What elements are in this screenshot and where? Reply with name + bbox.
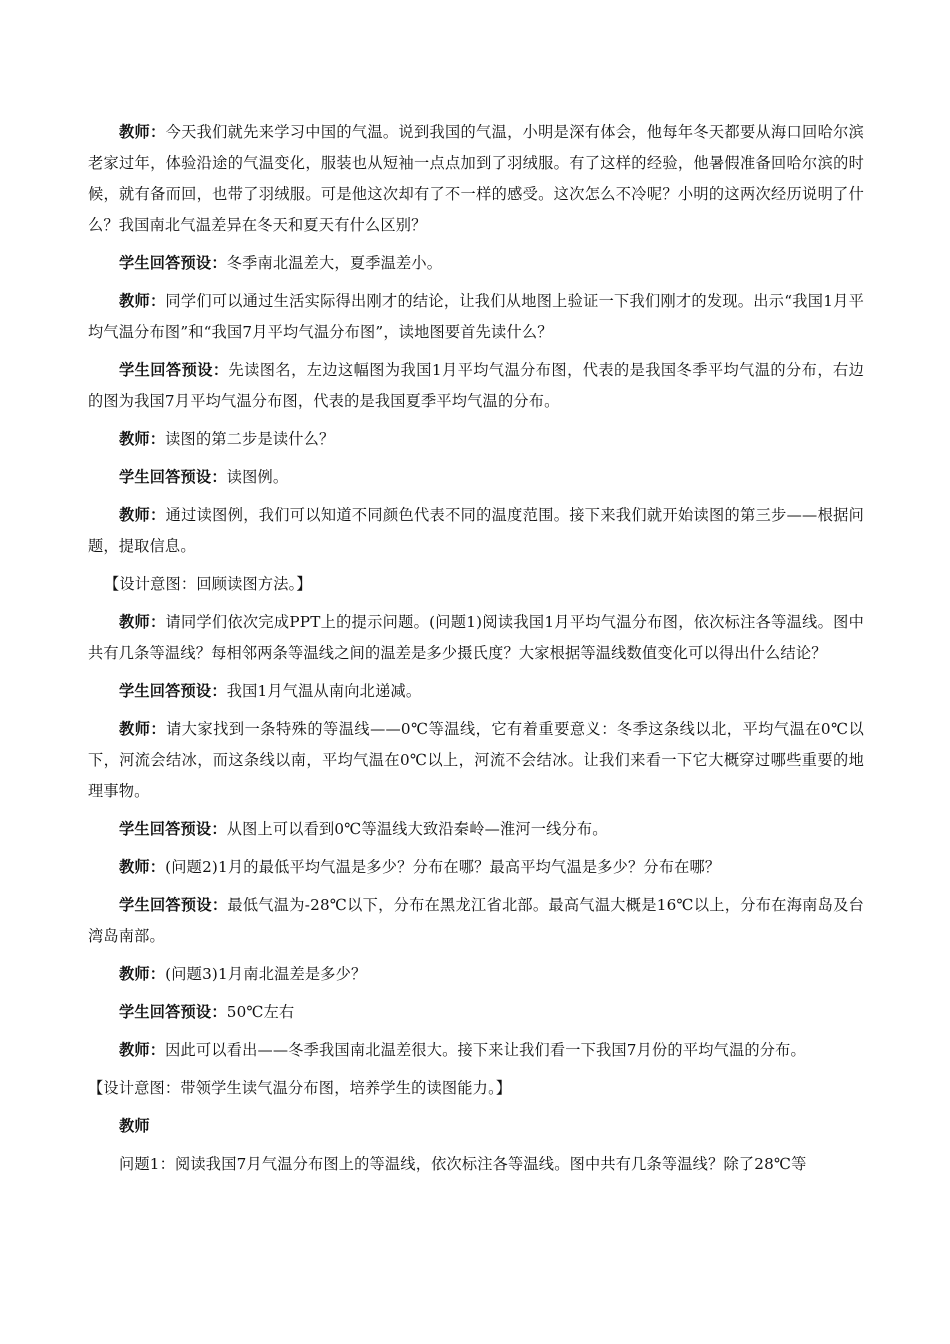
paragraph-text: (问题2)1月的最低平均气温是多少？分布在哪？最高平均气温是多少？分布在哪？	[165, 858, 721, 876]
speaker-label: 学生回答预设：	[119, 361, 229, 379]
speaker-label: 教师：	[119, 720, 167, 738]
paragraph-student-answer	[88, 814, 864, 845]
speaker-label: 学生回答预设：	[119, 254, 227, 272]
speaker-label: 教师	[119, 1117, 150, 1135]
speaker-label: 教师：	[119, 613, 166, 631]
paragraph-text: 先读图名，左边这幅图为我国1月平均气温分布图，代表的是我国冬季平均气温的分布，右边的图为我国7月平均气温分布图，代表的是我国夏季平均气温的分布。	[88, 361, 864, 410]
paragraph-text: 请同学们依次完成PPT上的提示问题。(问题1)阅读我国1月平均气温分布图，依次标注各等温线。图中共有几条等温线？每相邻两条等温线之间的温差是多少摄氏度？大家根据等温线数值变化可以得出什么结论？	[88, 613, 864, 662]
paragraph-text: 50℃左右	[226, 1003, 295, 1021]
paragraph-text: 今天我们就先来学习中国的气温。说到我国的气温，小明是深有体会，他每年冬天都要从海口回哈尔滨老家过年，体验沿途的气温变化，服装也从短袖一点点加到了羽绒服。有了这样的经验，他暑假准备回哈尔滨的时候，就有备而回，也带了羽绒服。可是他这次却有了不一样的感受。这次怎么不冷呢？小明的这两次经历说明了什么？我国南北气温差异在冬天和夏天有什么区别？	[88, 123, 864, 234]
paragraph-text: 从图上可以看到0℃等温线大致沿秦岭—淮河一线分布。	[226, 820, 608, 838]
paragraph-text: 【设计意图：回顾读图方法。】	[104, 575, 312, 593]
paragraph-text: (问题3)1月南北温差是多少？	[165, 965, 367, 983]
paragraph-text: 读图的第二步是读什么？	[165, 430, 335, 448]
paragraph-teacher	[88, 500, 864, 562]
speaker-label: 学生回答预设：	[119, 1003, 227, 1021]
speaker-label: 学生回答预设：	[119, 820, 227, 838]
paragraph-teacher-heading	[88, 1111, 864, 1142]
paragraph-text: 【设计意图：带领学生读气温分布图，培养学生的读图能力。】	[88, 1079, 512, 1097]
speaker-label: 教师：	[119, 430, 166, 448]
paragraph-teacher	[88, 852, 864, 883]
paragraph-text: 读图例。	[226, 468, 289, 486]
paragraph-text: 冬季南北温差大，夏季温差小。	[226, 254, 443, 272]
paragraph-text: 通过读图例，我们可以知道不同颜色代表不同的温度范围。接下来我们就开始读图的第三步——根据问题，提取信息。	[88, 506, 865, 555]
paragraph-teacher	[88, 1035, 864, 1066]
paragraph-teacher	[88, 607, 864, 669]
speaker-label: 教师：	[119, 506, 166, 524]
speaker-label: 教师：	[119, 292, 166, 310]
paragraph-student-answer	[88, 890, 864, 952]
paragraph-teacher-intro	[88, 117, 864, 241]
speaker-label: 教师：	[119, 1041, 166, 1059]
paragraph-teacher	[88, 424, 864, 455]
speaker-label: 教师：	[119, 123, 166, 141]
speaker-label: 学生回答预设：	[119, 468, 227, 486]
paragraph-text: 同学们可以通过生活实际得出刚才的结论，让我们从地图上验证一下我们刚才的发现。出示“我国1月平均气温分布图”和“我国7月平均气温分布图”，读地图要首先读什么？	[88, 292, 864, 341]
paragraph-student-answer	[88, 355, 864, 417]
paragraph-student-answer	[88, 462, 864, 493]
paragraph-student-answer	[88, 248, 864, 279]
paragraph-student-answer	[88, 997, 864, 1028]
paragraph-design-intent	[88, 569, 864, 600]
paragraph-design-intent	[88, 1073, 864, 1104]
paragraph-text: 我国1月气温从南向北递减。	[226, 682, 422, 700]
paragraph-text: 问题1：阅读我国7月气温分布图上的等温线，依次标注各等温线。图中共有几条等温线？除了28℃等	[119, 1155, 807, 1173]
speaker-label: 学生回答预设：	[119, 682, 227, 700]
paragraph-teacher	[88, 959, 864, 990]
paragraph-teacher	[88, 714, 864, 807]
paragraph-teacher	[88, 286, 864, 348]
paragraph-student-answer	[88, 676, 864, 707]
speaker-label: 教师：	[119, 858, 166, 876]
document-body	[88, 117, 864, 1187]
paragraph-text: 因此可以看出——冬季我国南北温差很大。接下来让我们看一下我国7月份的平均气温的分布。	[165, 1041, 806, 1059]
speaker-label: 学生回答预设：	[119, 896, 228, 914]
paragraph-question	[88, 1149, 864, 1180]
speaker-label: 教师：	[119, 965, 166, 983]
paragraph-text: 请大家找到一条特殊的等温线——0℃等温线，它有着重要意义：冬季这条线以北，平均气温在0℃以下，河流会结冰，而这条线以南，平均气温在0℃以上，河流不会结冰。让我们来看一下它大概穿过哪些重要的地理事物。	[88, 720, 864, 800]
paragraph-text: 最低气温为-28℃以下，分布在黑龙江省北部。最高气温大概是16℃以上，分布在海南岛及台湾岛南部。	[88, 896, 864, 945]
